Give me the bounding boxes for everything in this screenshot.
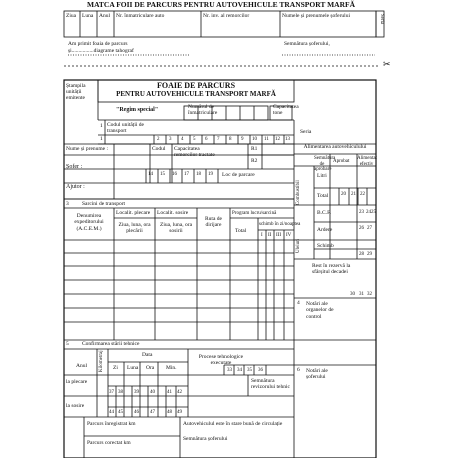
section4-num: 4 [297,300,300,306]
digit-cell: 19 [208,172,213,177]
row-num-1: 1 [100,123,103,129]
tech-signature: Semnătura revizorului tehnic [251,378,290,391]
code-cell: 48 [167,410,172,415]
code-cell: 47 [150,410,155,415]
form-title-1: FOAIE DE PARCURS [156,81,236,90]
unit-code-label: Codul unității de transport [107,122,144,135]
helper-label: Ajutor : [66,184,85,190]
digit-cell: 9 [241,137,244,142]
digit-cell: 14 [148,172,153,177]
col-min: Min. [166,365,177,371]
trailer-capacity-label: Capacitatea remorcilor tractate [174,146,215,159]
shift-1: I [261,233,263,238]
series-label: Seria [300,129,312,135]
r1-label: R1 [251,146,258,152]
start-label: la plecare [66,379,88,385]
code-cell: 40 [150,390,155,395]
fuel-fuel-vertical: Combustibil [296,180,301,205]
parking-label: Loc de parcare [222,172,255,178]
digit-cell: 17 [184,172,189,177]
fuel-code: 28 [359,252,364,257]
special-regime: "Regim special" [116,107,159,113]
col-loading: Localit. plecare [116,210,151,216]
fuel-header: Alimentarea autovehiculului [303,144,367,150]
fuel-code: 21 [351,192,356,197]
fuel-code: 27 [367,226,372,231]
code-cell: 49 [177,410,182,415]
fuel-bcf: B.C.F. [317,210,332,216]
scissors-icon: ✂ [383,59,391,69]
col-schedule: Program lucru/sarcină [232,211,277,216]
r2-label: R2 [251,158,258,164]
section5-num: 5 [66,341,69,347]
fuel-approved: Aprobat [333,159,350,164]
fuel-code: 32 [367,292,372,297]
process-code: 33 [227,368,232,373]
digit-cell: 11 [264,137,269,142]
km-recorded: Parcurs înregistrat km [87,421,136,427]
col-km: Kilometraj [99,350,104,372]
stub-col-day: Ziua [66,13,77,19]
section6-title: Notări ale șoferului [306,368,328,381]
section6-num: 6 [297,367,300,373]
digit-cell: 10 [252,137,257,142]
fuel-schimb: Schimb [317,243,334,249]
stub-col-year: Anul [99,13,110,19]
col-loading-sub: Ziua, luna, ora plecării [118,222,151,235]
fuel-oil-vertical: Uleiuri [296,238,301,253]
digit-cell: 5 [193,137,196,142]
col-route: Ruta de dirijare [205,216,222,229]
start-codes [108,390,188,398]
fuel-code: 29 [367,252,372,257]
shift-4: IV [286,233,292,238]
fuel-ardere: Ardere [317,227,333,233]
code-cell: 46 [134,410,139,415]
col-process: Procese tehnologice executate [198,354,244,367]
personnel-digits [146,172,220,180]
row-num-1b: 1 [100,136,103,142]
section5-title: Confirmarea stării tehnice [82,341,140,347]
code-cell: 41 [167,390,172,395]
fuel-code: 25 [371,210,376,215]
fuel-code: 31 [359,292,364,297]
code-cell: 42 [177,390,182,395]
col-month: Luna [127,365,139,371]
shift-2: II [268,233,272,238]
vehicle-ok: Autovehiculul este în stare bună de circulație [183,421,283,427]
driver-label: Șofer : [66,164,83,170]
col-total: Total [235,228,247,234]
col-shift: schimb în zi/noaptea [259,222,301,227]
stub-col-driver: Numele și prenumele șoferului [282,13,350,19]
stub-received-1: Am primit foaia de parcurs [68,41,128,47]
section3-title: Sarcini de transport [82,201,126,207]
col-unloading-sub: Ziua, luna, ora sosirii [159,222,193,235]
name-label: Nume și prenume : [66,146,109,152]
col-year: Anul [76,363,87,369]
stub-col-inv: Nr. inv. al remorcilor [203,13,250,19]
code-cell: 39 [134,390,139,395]
digit-cell: 12 [275,137,280,142]
digit-cell: 18 [196,172,201,177]
fuel-total: Total [317,193,329,199]
shift-3: III [276,233,281,238]
stub-col-month: Luna [82,13,94,19]
plate-label: Numărul de înmatriculare [188,104,218,117]
capacity-label: Capacitatea tone [273,104,299,117]
reserve-label: Rest în rezervă la sfârșitul decadei [312,263,351,276]
digit-cell: 16 [172,172,177,177]
code-label: Codul [152,146,166,152]
digit-cell: 7 [217,137,220,142]
fuel-signature: Semnătura de aprobare [314,156,336,172]
driver-signature-2: Semnătura șoferului [183,436,228,442]
fuel-liters: Litri [317,173,327,179]
digit-cell: 3 [169,137,172,142]
form-title-2: PENTRU AUTOVEHICULE TRANSPORT MARFĂ [116,90,276,98]
digit-cell: 2 [157,137,160,142]
code-cell: 38 [118,390,123,395]
digit-cell: 15 [160,172,165,177]
code-cell: 37 [109,390,114,395]
fuel-code: 26 [359,226,364,231]
process-code: 35 [247,368,252,373]
return-label: la sosire [66,403,85,409]
stub-received-2: și................diagrame tahograf [68,48,134,54]
fuel-code: 24 [366,210,371,215]
process-code: 34 [237,368,242,373]
code-cell: 44 [109,410,114,415]
fuel-effective: Alimentat efectiv [357,156,377,167]
col-date: Data [142,352,153,358]
stamp-label: Ștampila unității emitente [66,83,86,102]
col-beneficiary: Denumirea expeditorului (A.C.E.M.) [74,213,104,232]
digit-cell: 4 [181,137,184,142]
col-hour: Ora [146,365,155,371]
fuel-code: 30 [350,292,355,297]
stub-series-label: Seria [379,14,384,25]
section3-num: 3 [66,201,69,207]
return-codes [108,410,188,418]
stub-col-plate: Nr. înmatriculare auto [116,13,165,19]
stub-title: MATCA FOII DE PARCURS PENTRU AUTOVEHICULE TRANSPORT MARFĂ [86,0,356,9]
stub-driver-signature: Semnătura șoferului, [284,41,330,47]
col-unloading: Localit. sosire [157,210,189,216]
fuel-code: 23 [359,210,364,215]
process-code: 36 [258,368,263,373]
digit-cell: 6 [205,137,208,142]
fuel-code: 20 [341,192,346,197]
digit-cell: 13 [285,137,290,142]
digit-cell: 8 [229,137,232,142]
col-day: Zi [113,365,118,371]
fuel-code: 22 [360,192,365,197]
unit-code-digits [154,137,294,144]
code-cell: 45 [118,410,123,415]
section4-title: Notări ale organelor de control [306,301,334,320]
km-corrected: Parcurs corectat km [87,440,131,446]
